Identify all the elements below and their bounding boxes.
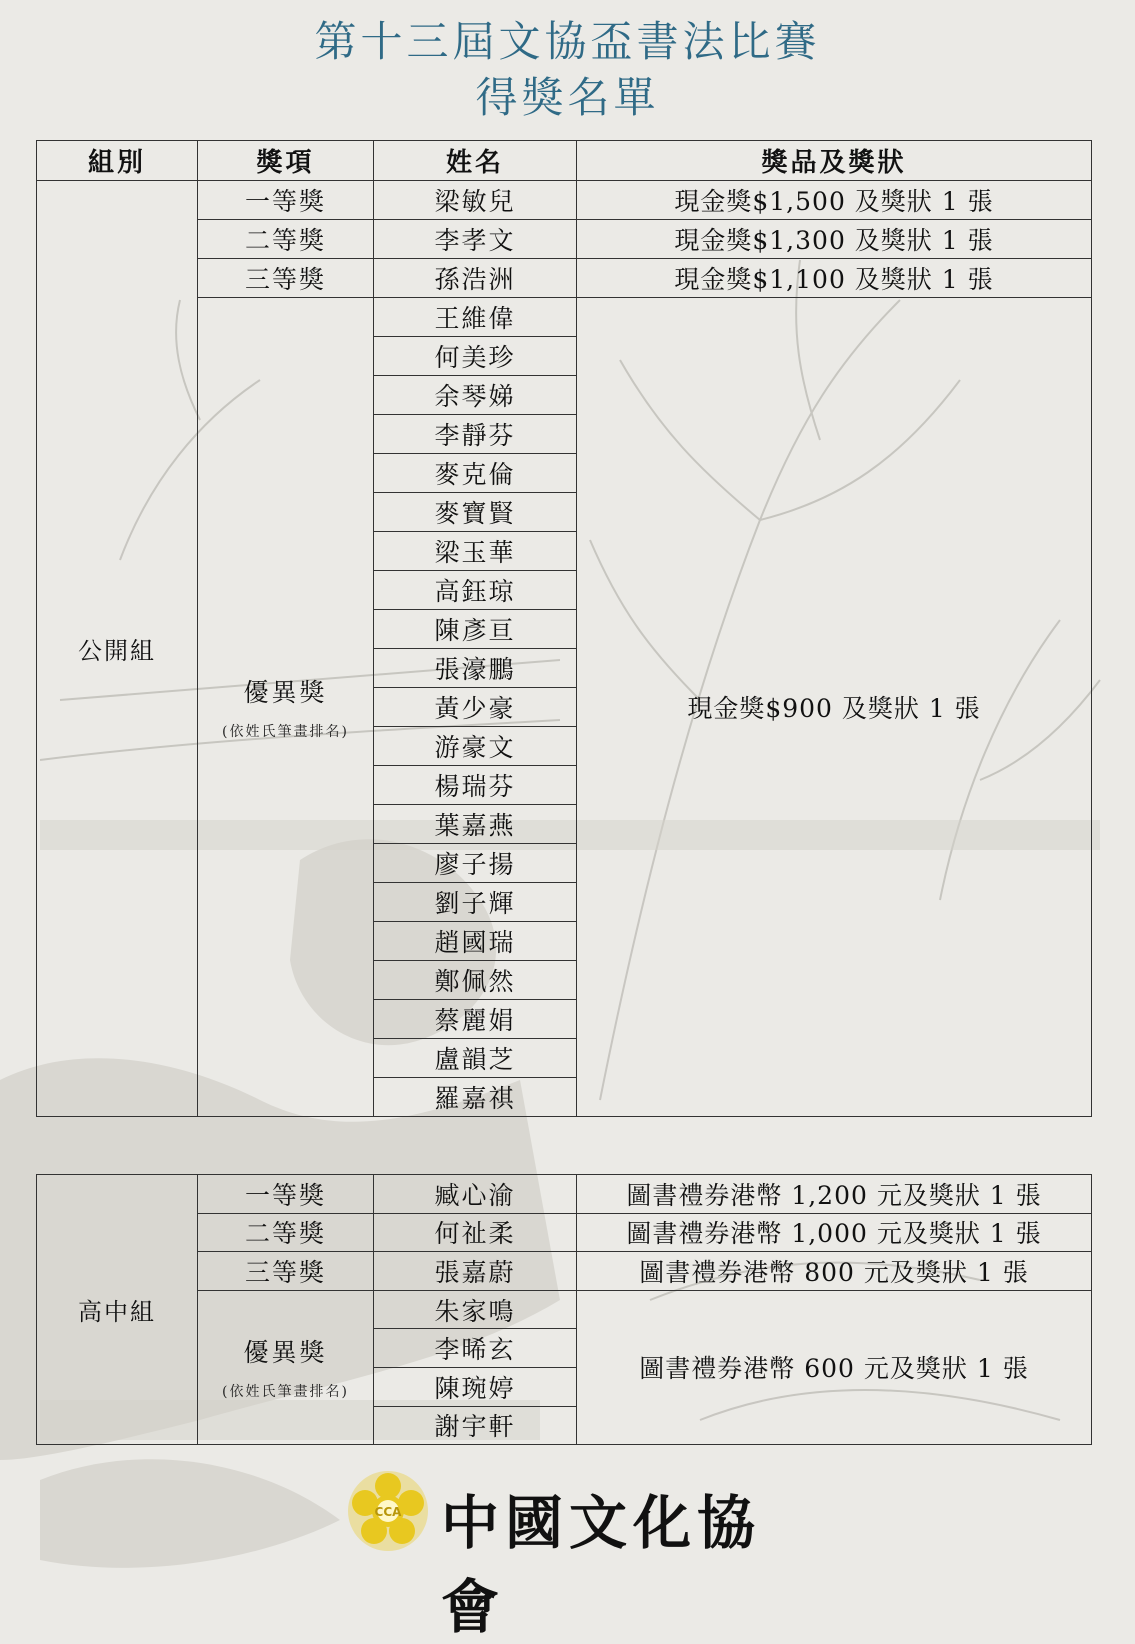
winner-name: 羅嘉祺 bbox=[374, 1078, 577, 1117]
award-first: 一等獎 bbox=[198, 181, 374, 220]
prize-cell: 圖書禮券港幣 1,200 元及獎狀 1 張 bbox=[577, 1175, 1092, 1214]
winner-name: 葉嘉燕 bbox=[374, 805, 577, 844]
winner-name: 孫浩洲 bbox=[374, 259, 577, 298]
page-title: 第十三屆文協盃書法比賽 bbox=[314, 17, 821, 66]
award-second: 二等獎 bbox=[198, 220, 374, 259]
winner-name: 何祉柔 bbox=[374, 1213, 577, 1252]
merit-note: (依姓氏筆畫排名) bbox=[222, 723, 349, 740]
page-subtitle: 得獎名單 bbox=[475, 73, 660, 122]
winner-name: 謝宇軒 bbox=[374, 1406, 577, 1445]
winner-name: 梁玉華 bbox=[374, 532, 577, 571]
header-prize: 獎品及獎狀 bbox=[577, 141, 1092, 181]
winner-name: 何美珍 bbox=[374, 337, 577, 376]
winner-name: 臧心渝 bbox=[374, 1175, 577, 1214]
award-first: 一等獎 bbox=[198, 1175, 374, 1214]
winner-name: 陳琬婷 bbox=[374, 1367, 577, 1406]
winner-name: 游豪文 bbox=[374, 727, 577, 766]
prize-cell: 圖書禮券港幣 1,000 元及獎狀 1 張 bbox=[577, 1213, 1092, 1252]
organization-name: 中國文化協會 bbox=[441, 1489, 762, 1641]
prize-cell-merit: 圖書禮券港幣 600 元及獎狀 1 張 bbox=[577, 1290, 1092, 1444]
winner-name: 高鈺琼 bbox=[374, 571, 577, 610]
open-group-table bbox=[36, 140, 1092, 1117]
header-award: 獎項 bbox=[198, 141, 374, 181]
organization-logo bbox=[345, 1468, 805, 1641]
header-name: 姓名 bbox=[374, 141, 577, 181]
winner-name: 劉子輝 bbox=[374, 883, 577, 922]
merit-label: 優異獎 bbox=[243, 1337, 328, 1367]
winner-name: 張嘉蔚 bbox=[374, 1252, 577, 1291]
winner-name: 李靜芬 bbox=[374, 415, 577, 454]
award-second: 二等獎 bbox=[198, 1213, 374, 1252]
prize-cell: 現金獎$1,300 及獎狀 1 張 bbox=[577, 220, 1092, 259]
winner-name: 陳彥亘 bbox=[374, 610, 577, 649]
title-block bbox=[0, 14, 1135, 126]
winner-name: 鄭佩然 bbox=[374, 961, 577, 1000]
winner-name: 盧韻芝 bbox=[374, 1039, 577, 1078]
winner-name: 楊瑞芬 bbox=[374, 766, 577, 805]
winner-name: 李孝文 bbox=[374, 220, 577, 259]
award-third: 三等獎 bbox=[198, 1252, 374, 1291]
prize-cell: 圖書禮券港幣 800 元及獎狀 1 張 bbox=[577, 1252, 1092, 1291]
award-merit bbox=[198, 298, 374, 1117]
winner-name: 梁敏兒 bbox=[374, 181, 577, 220]
winner-name: 麥克倫 bbox=[374, 454, 577, 493]
prize-cell: 現金獎$1,100 及獎狀 1 張 bbox=[577, 259, 1092, 298]
prize-cell: 現金獎$1,500 及獎狀 1 張 bbox=[577, 181, 1092, 220]
group-label-open: 公開組 bbox=[37, 181, 198, 1117]
merit-label-group bbox=[222, 1333, 349, 1401]
header-group: 組別 bbox=[37, 141, 198, 181]
winner-name: 黃少豪 bbox=[374, 688, 577, 727]
winner-name: 蔡麗娟 bbox=[374, 1000, 577, 1039]
merit-note: (依姓氏筆畫排名) bbox=[222, 1383, 349, 1400]
award-merit bbox=[198, 1290, 374, 1444]
winner-name: 張濠鵬 bbox=[374, 649, 577, 688]
winner-name: 朱家鳴 bbox=[374, 1290, 577, 1329]
winner-name: 廖子揚 bbox=[374, 844, 577, 883]
plum-blossom-emblem-icon bbox=[345, 1468, 431, 1554]
table-header-row bbox=[37, 141, 1092, 181]
emblem-text: CCA bbox=[374, 1505, 402, 1519]
award-third: 三等獎 bbox=[198, 259, 374, 298]
group-label-high-school: 高中組 bbox=[37, 1175, 198, 1445]
winner-name: 李晞玄 bbox=[374, 1329, 577, 1368]
prize-cell-merit: 現金獎$900 及獎狀 1 張 bbox=[577, 298, 1092, 1117]
table-row bbox=[37, 181, 1092, 220]
winner-name: 王維偉 bbox=[374, 298, 577, 337]
table-row bbox=[37, 1175, 1092, 1214]
winner-name: 余琴娣 bbox=[374, 376, 577, 415]
merit-label: 優異獎 bbox=[243, 677, 328, 707]
winner-name: 麥寶賢 bbox=[374, 493, 577, 532]
winner-name: 趙國瑞 bbox=[374, 922, 577, 961]
high-school-group-table bbox=[36, 1174, 1092, 1445]
merit-label-group bbox=[222, 673, 349, 741]
